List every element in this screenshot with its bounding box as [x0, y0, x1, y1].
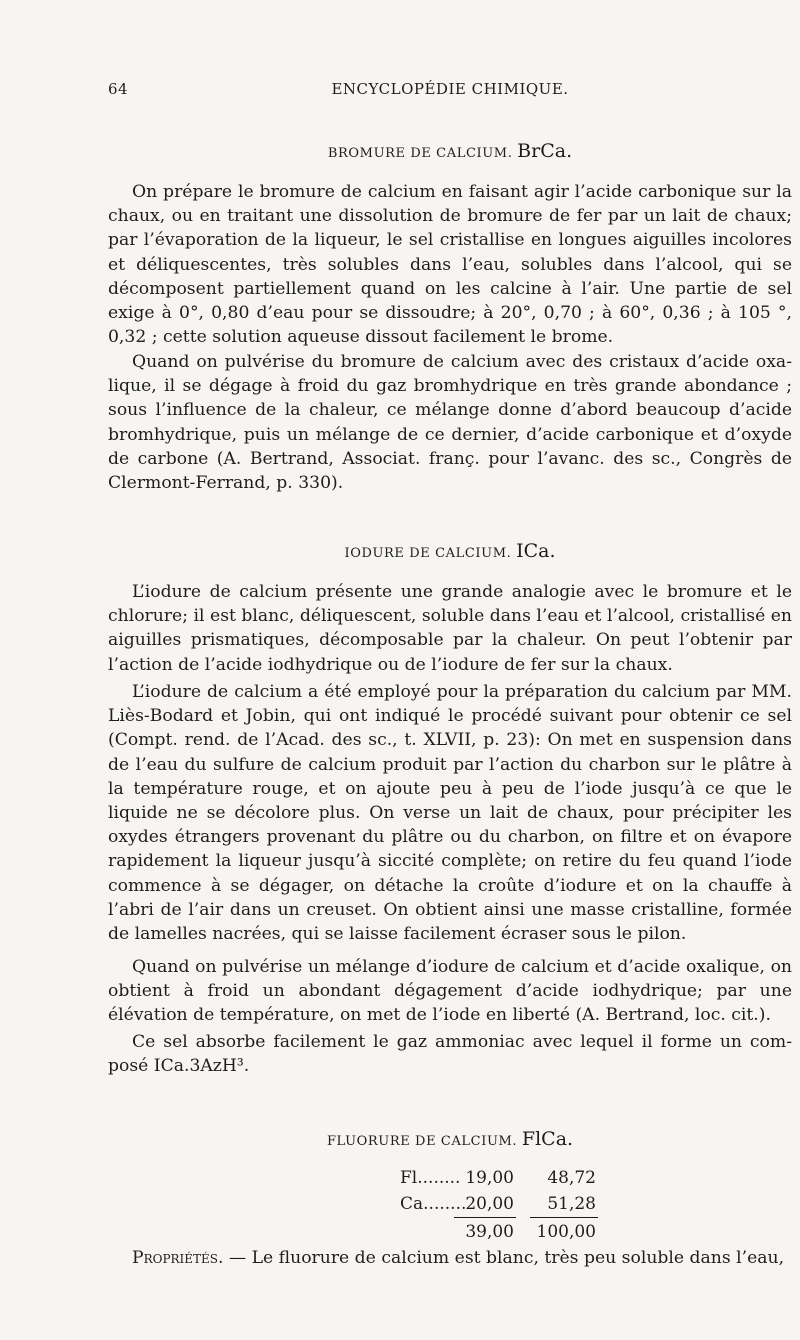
properties-paragraph — [108, 1246, 792, 1270]
paragraph: Quand on pulvérise du bromure de calcium avec des cristaux d’acide oxalique, il se dégage à froid du gaz bromhydrique en très grande abondance ; sous l’influence de la chaleur, ce mélange donne d’abord beaucoup d’acide bromhydrique, puis un mélange de ce dernier, d’acide carbonique et d’oxyde de carbone (A. Bertrand, Associat. franç. pour l’avanc. des sc., Congrès de Clermont-Ferrand, p. 330). — [108, 352, 792, 494]
section-title-text: IODURE DE CALCIUM. — [344, 546, 512, 561]
running-header — [108, 80, 792, 102]
properties-heading: Propriétés. — [132, 1248, 224, 1268]
element-label: Ca........ — [400, 1194, 467, 1214]
equivalent-value: 19,00 — [465, 1168, 514, 1188]
percent-value: 51,28 — [547, 1194, 596, 1214]
section-formula: FlCa. — [521, 1128, 574, 1150]
element-label: Fl........ — [400, 1168, 461, 1188]
section-formula: ICa. — [516, 540, 556, 562]
paragraph: L’iodure de calcium a été employé pour la préparation du calcium par MM. Liès-Bodard et Jobin, qui ont indiqué le procédé suivant pour obtenir ce sel (Compt. rend. de l’Acad. des sc., t. XLVII, p. 23): On met en suspension dans de l’eau du sulfure de calcium produit par l’action du charbon sur le plâtre à la température rouge, et on ajoute peu à peu de l’iode jusqu’à ce que le liquide ne se décolore plus. On verse un lait de chaux, pour précipiter les oxydes étrangers provenant du plâtre ou du charbon, on filtre et on évapore rapidement la liqueur jusqu’à siccité complète; on retire du feu quand l’iode commence à se dégager, on détache la croûte d’iodure et on la chauffe à l’abri de l’air dans un creuset. On obtient ainsi une masse cristalline, formée de lamelles nacrées, qui se laisse facilement écraser sous le pilon. — [108, 682, 792, 945]
properties-text: — Le fluorure de calcium est blanc, très peu soluble dans l’eau, — [223, 1248, 785, 1268]
section-title-iodure — [108, 540, 792, 562]
equivalent-total: 39,00 — [465, 1222, 514, 1242]
running-title: ENCYCLOPÉDIE CHIMIQUE. — [331, 80, 569, 98]
section-title-text: BROMURE DE CALCIUM. — [327, 146, 513, 161]
paragraph: L’iodure de calcium présente une grande analogie avec le bromure et le chlorure; il est blanc, déliquescent, soluble dans l’eau et l’alcool, cristallisé en aiguilles prismatiques, décomposable par la chaleur. On peut l’obtenir par l’action de l’acide iodhydrique ou de l’iodure de fer sur la chaux. — [108, 582, 792, 675]
paragraph: Quand on pulvérise un mélange d’iodure de calcium et d’acide oxalique, on obtient à froid un abondant dégagement d’acide iodhydrique; par une élévation de température, on met de l’iode en liberté (A. Bertrand, loc. cit.). — [108, 957, 792, 1026]
section-title-text: FLUORURE DE CALCIUM. — [326, 1134, 518, 1149]
section-title-bromure — [108, 140, 792, 162]
percent-value: 48,72 — [547, 1168, 596, 1188]
sum-rule — [530, 1217, 598, 1218]
section-formula: BrCa. — [517, 140, 573, 162]
paragraph: On prépare le bromure de calcium en faisant agir l’acide carbonique sur la chaux, ou en traitant une dissolution de bromure de fer par un lait de chaux; par l’évaporation de la liqueur, le sel cristallise en longues aiguilles incolores et déliquescentes, très solubles dans l’eau, solubles dans l’alcool, qui se décomposent partiellement quand on les calcine à l’air. Une partie de sel exige à 0°, 0,80 d’eau pour se dissoudre; à 20°, 0,70 ; à 60°, 0,36 ; à 105 °, 0,32 ; cette solution aqueuse dissout facilement le brome. — [108, 182, 792, 348]
sum-rule — [454, 1217, 516, 1218]
percent-total: 100,00 — [536, 1222, 596, 1242]
page-number: 64 — [108, 80, 129, 98]
paragraph: Ce sel absorbe facilement le gaz ammoniac avec lequel il forme un composé ICa.3AzH³. — [108, 1032, 792, 1077]
equivalent-value: 20,00 — [465, 1194, 514, 1214]
section-title-fluorure — [108, 1128, 792, 1150]
